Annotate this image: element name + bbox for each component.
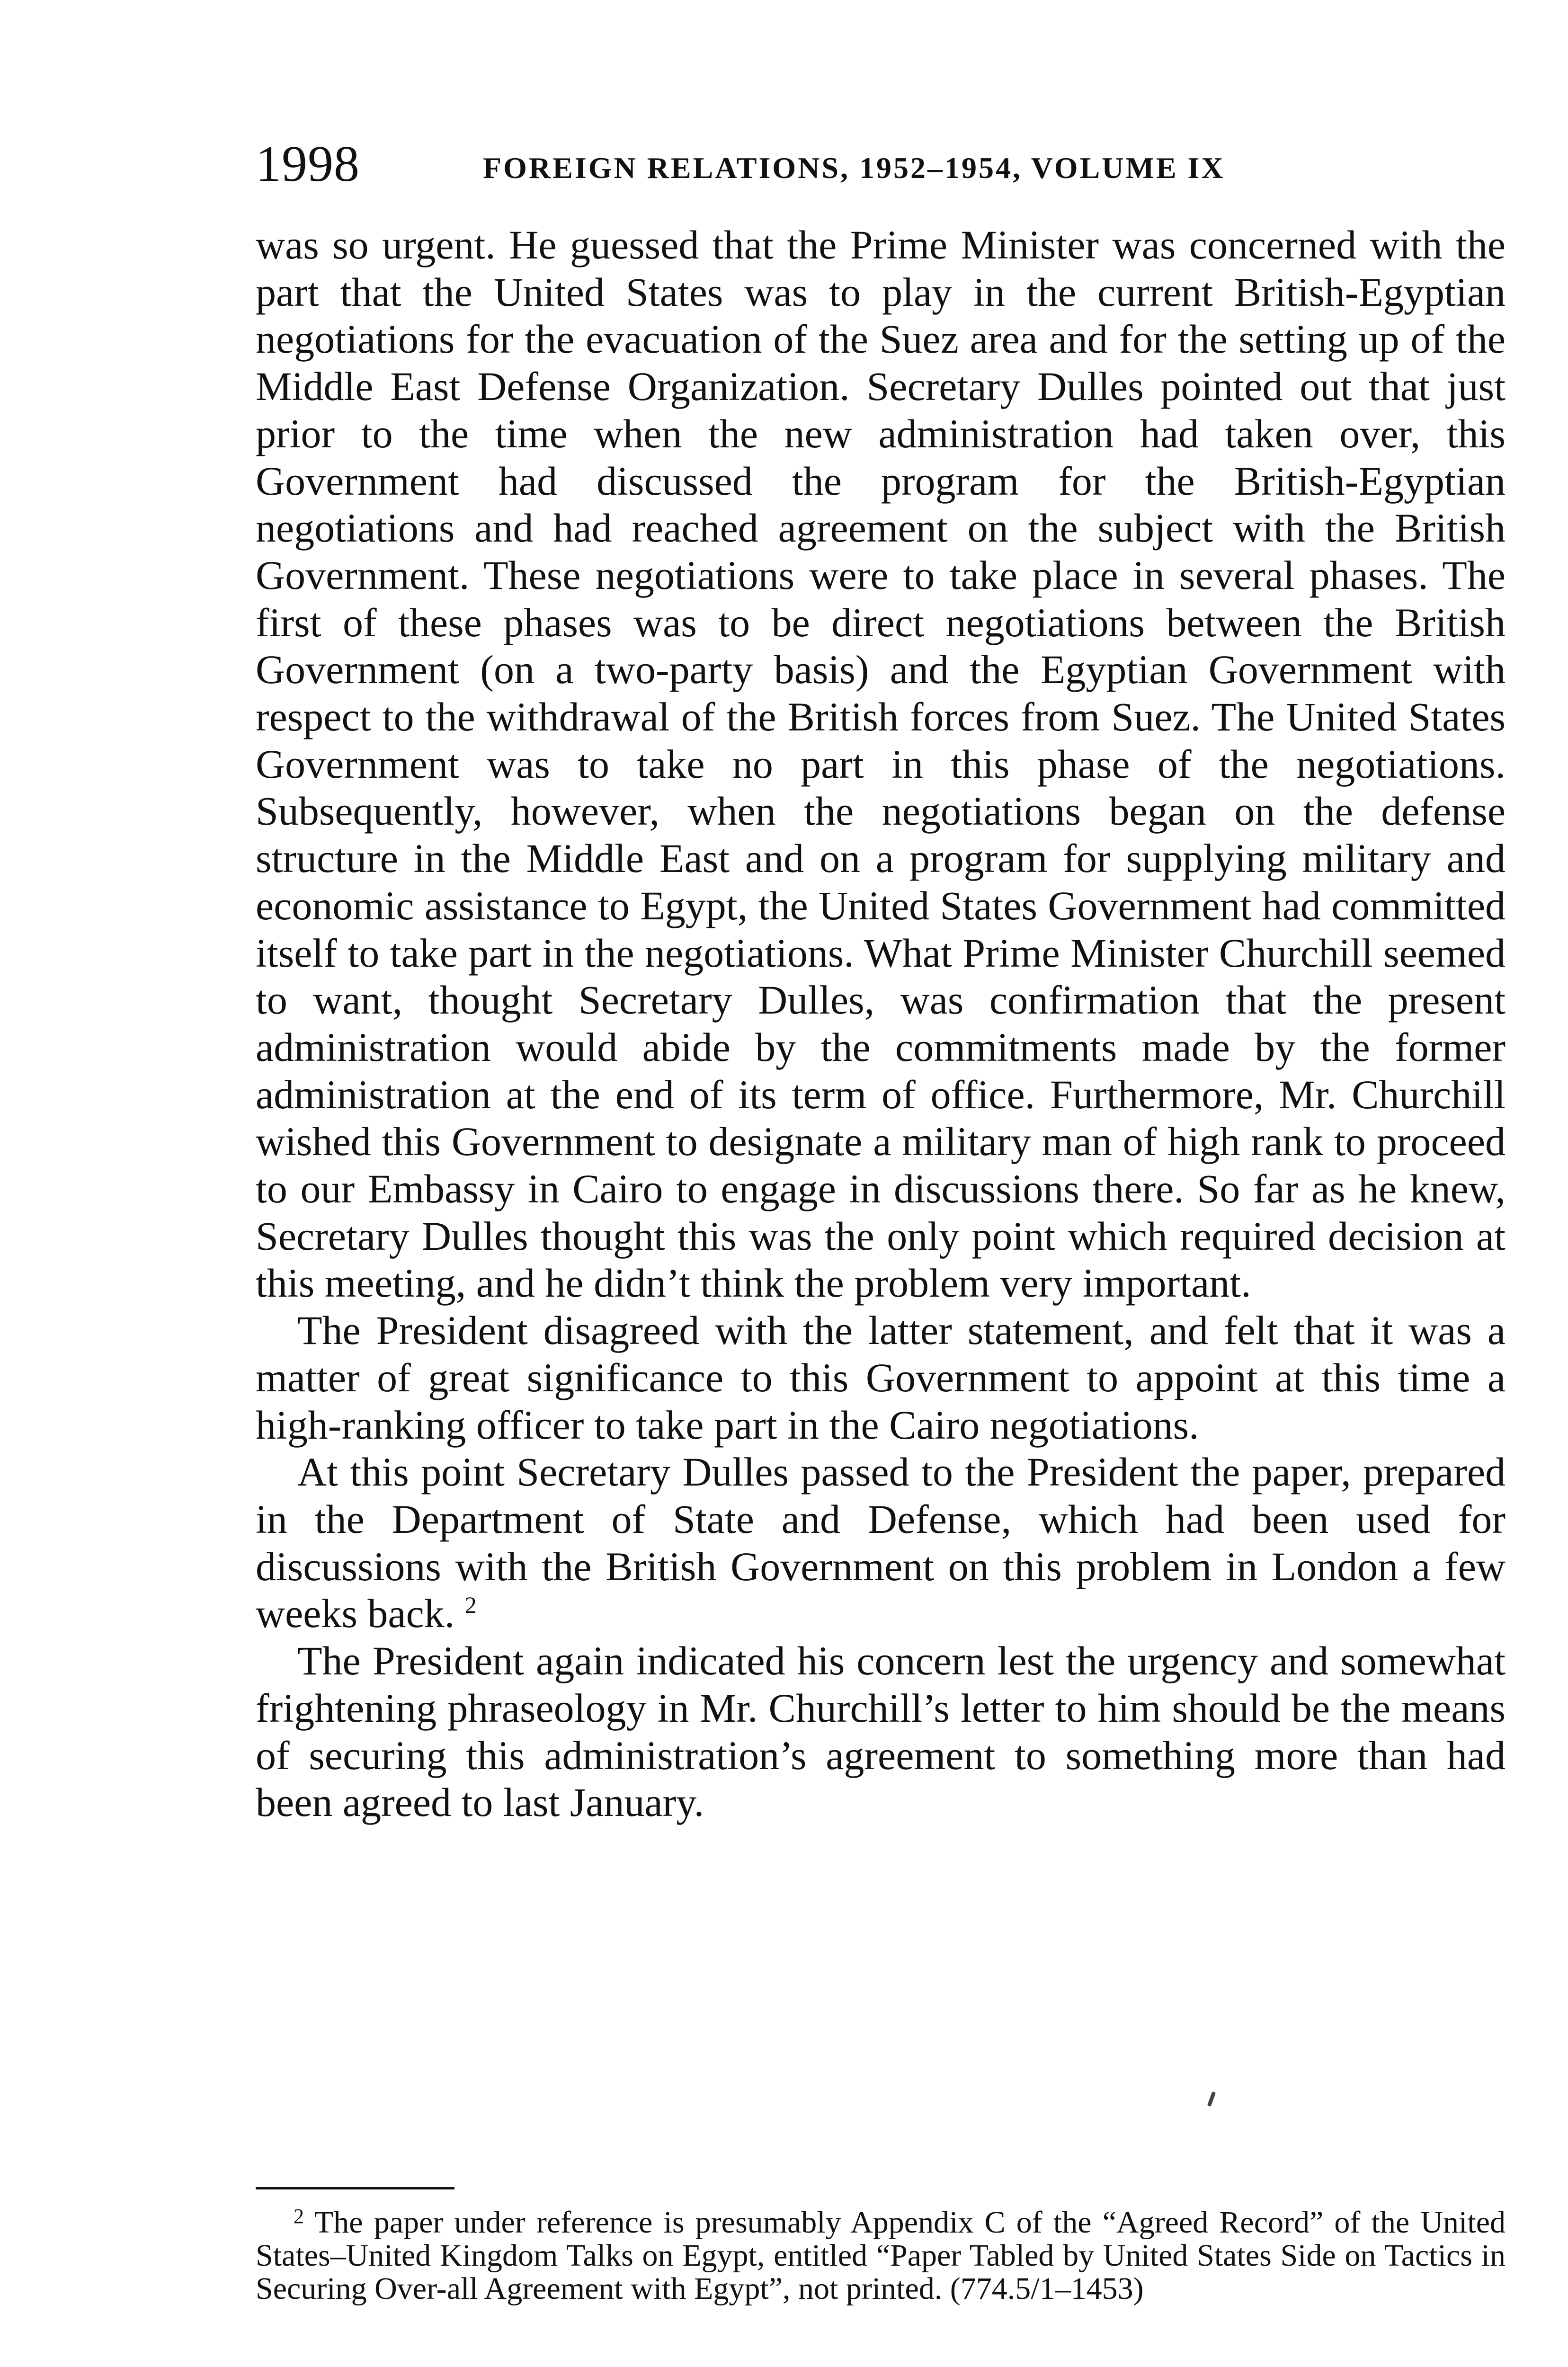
footnote-reference: 2: [464, 1592, 477, 1619]
footnote-text: The paper under reference is presumably Appendix C of the “Agreed Record” of the United States–United Kingdom Talks on Egypt, entitled “Paper Tabled by United States Side on Tactics in Securing Over-all Agreement with Egypt”, not printed. (774.5/1–1453): [256, 2205, 1506, 2306]
footnote-divider: [256, 2187, 454, 2189]
footnote-paragraph: [256, 2206, 1506, 2305]
paragraph-3: [256, 1449, 1506, 1637]
running-head: FOREIGN RELATIONS, 1952–1954, VOLUME IX: [483, 151, 1225, 185]
page-number: 1998: [256, 136, 360, 192]
footnote-marker: 2: [294, 2205, 304, 2228]
paragraph-1: was so urgent. He guessed that the Prime Minister was concerned with the part that the United States was to play in the current British-Egyptian negotiations for the evacuation of the Suez area and for the setting up of the Middle East Defense Organization. Secretary Dulles pointed out that just prior to the time when the new administration had taken over, this Government had discussed the program for the British-Egyptian negotiations and had reached agreement on the subject with the British Government. These negotiations were to take place in several phases. The first of these phases was to be direct negotiations between the British Government (on a two-party basis) and the Egyptian Government with respect to the withdrawal of the British forces from Suez. The United States Government was to take no part in this phase of the negotiations. Subsequently, however, when the negotiations began on the defense structure in the Middle East and on a program for supplying military and economic assistance to Egypt, the United States Government had committed itself to take part in the negotiations. What Prime Minister Churchill seemed to want, thought Secretary Dulles, was confirmation that the present administration would abide by the commitments made by the former administration at the end of its term of office. Furthermore, Mr. Churchill wished this Government to designate a military man of high rank to proceed to our Embassy in Cairo to engage in discussions there. So far as he knew, Secretary Dulles thought this was the only point which required decision at this meeting, and he didn’t think the problem very important.: [256, 222, 1506, 1306]
paragraph-3-text: At this point Secretary Dulles passed to the President the paper, prepared in the Department of State and Defense, which had been used for discussions with the British Government on this problem in London a few weeks back.: [256, 1449, 1506, 1637]
page-header: [256, 129, 1506, 200]
stray-mark: [1207, 2091, 1216, 2107]
footnote: [256, 2206, 1506, 2305]
body-text: [256, 222, 1506, 1826]
paragraph-4: The President again indicated his concern lest the urgency and somewhat frightening phraseology in Mr. Churchill’s letter to him should be the means of securing this administration’s agreement to something more than had been agreed to last January.: [256, 1638, 1506, 1825]
paragraph-2: The President disagreed with the latter statement, and felt that it was a matter of great significance to this Government to appoint at this time a high-ranking officer to take part in the Cairo negotiations.: [256, 1308, 1506, 1448]
